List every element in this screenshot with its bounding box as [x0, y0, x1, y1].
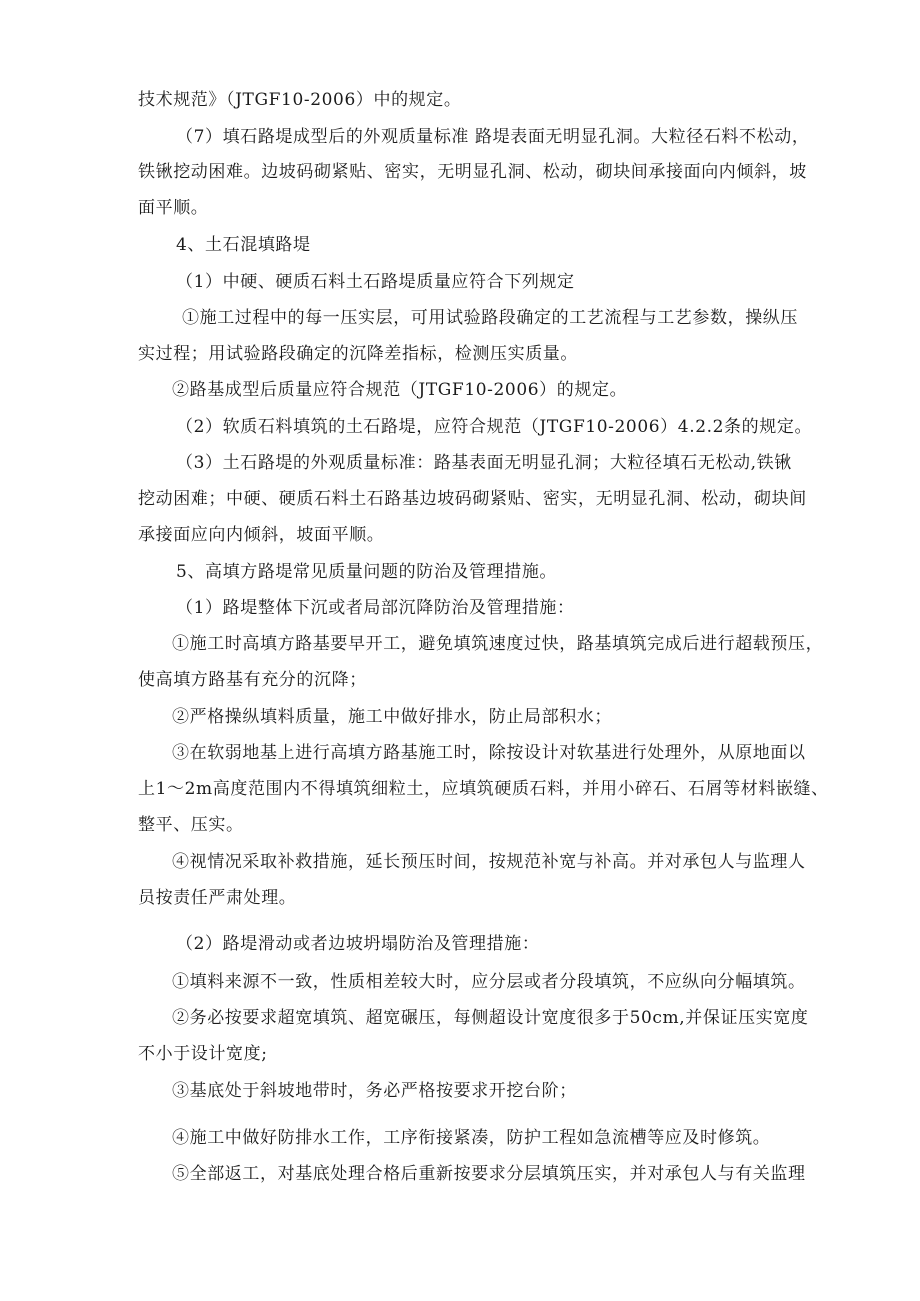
text-line: 上1～2m高度范围内不得填筑细粒土，应填筑硬质石料，并用小碎石、石屑等材料嵌缝、	[138, 779, 829, 799]
text-line: 面平顺。	[138, 198, 209, 218]
section-heading: 4、土石混填路堤	[176, 235, 311, 255]
text-line: 技术规范》（JTGF10-2006）中的规定。	[138, 90, 462, 110]
text-line: ①施工过程中的每一压实层，可用试验路段确定的工艺流程与工艺参数，操纵压	[182, 308, 798, 328]
text-line: 整平、压实。	[138, 815, 244, 835]
text-line: 铁锹挖动困难。边坡码砌紧贴、密实，无明显孔洞、松动，砌块间承接面向内倾斜，坡	[138, 162, 807, 182]
text-line: 实过程；用试验路段确定的沉降差指标，检测压实质量。	[138, 344, 578, 364]
text-line: 员按责任严肃处理。	[138, 888, 297, 908]
text-line: 使高填方路基有充分的沉降；	[138, 670, 367, 690]
text-line: （2）路堤滑动或者边坡坍塌防治及管理措施：	[176, 934, 540, 954]
section-heading: 5、高填方路堤常见质量问题的防治及管理措施。	[176, 562, 558, 582]
text-line: ②严格操纵填料质量，施工中做好排水，防止局部积水；	[172, 707, 612, 727]
text-line: （2）软质石料填筑的土石路堤，应符合规范（JTGF10-2006）4.2.2条的规定。	[176, 417, 813, 437]
text-line: 承接面应向内倾斜，坡面平顺。	[138, 525, 385, 545]
text-line: ⑤全部返工，对基底处理合格后重新按要求分层填筑压实，并对承包人与有关监理	[172, 1164, 806, 1184]
text-line: 挖动困难；中硬、硬质石料土石路基边坡码砌紧贴、密实，无明显孔洞、松动，砌块间	[138, 489, 807, 509]
text-line: ④施工中做好防排水工作，工序衔接紧凑，防护工程如急流槽等应及时修筑。	[172, 1128, 771, 1148]
text-line: ②务必按要求超宽填筑、超宽碾压，每侧超设计宽度很多于50cm,并保证压实宽度	[172, 1008, 809, 1028]
text-line: ①施工时高填方路基要早开工，避免填筑速度过快，路基填筑完成后进行超载预压，	[172, 634, 824, 654]
text-line: （1）路堤整体下沉或者局部沉降防治及管理措施：	[176, 598, 575, 618]
text-line: （7）填石路堤成型后的外观质量标准 路堤表面无明显孔洞。大粒径石料不松动，	[176, 127, 810, 147]
text-line: 不小于设计宽度;	[138, 1044, 268, 1064]
text-line: ②路基成型后质量应符合规范（JTGF10-2006）的规定。	[172, 380, 628, 400]
text-line: ③在软弱地基上进行高填方路基施工时，除按设计对软基进行处理外，从原地面以	[172, 743, 806, 763]
text-line: ①填料来源不一致，性质相差较大时，应分层或者分段填筑，不应纵向分幅填筑。	[172, 972, 806, 992]
text-line: ④视情况采取补救措施，延长预压时间，按规范补宽与补高。并对承包人与监理人	[172, 852, 806, 872]
text-line: （3）土石路堤的外观质量标准：路基表面无明显孔洞；大粒径填石无松动,铁锹	[176, 453, 792, 473]
text-line: （1）中硬、硬质石料土石路堤质量应符合下列规定	[176, 272, 575, 292]
text-line: ③基底处于斜坡地带时，务必严格按要求开挖台阶；	[172, 1081, 577, 1101]
